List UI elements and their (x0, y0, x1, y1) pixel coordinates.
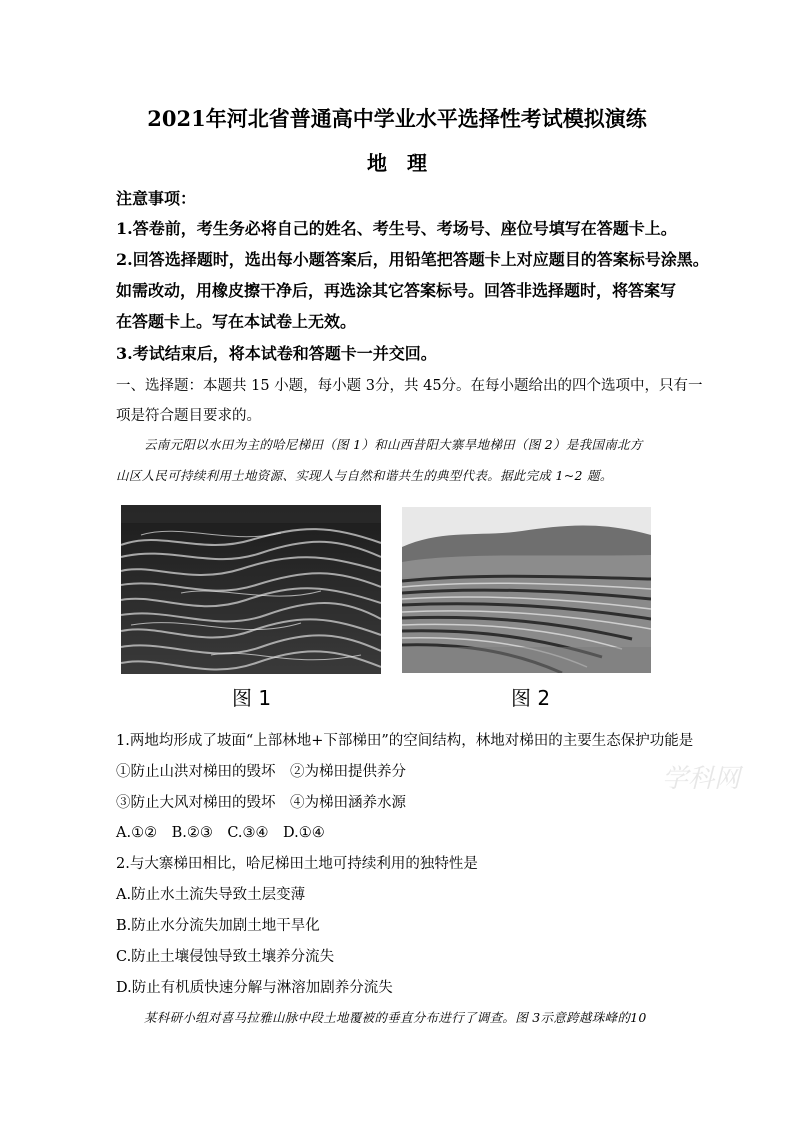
question-2-option-d: D.防止有机质快速分解与淋溶加剧养分流失 (116, 980, 393, 996)
exam-title: 2021年河北省普通高中学业水平选择性考试模拟演练 (147, 106, 647, 131)
question-2-option-c: C.防止土壤侵蚀导致土壤养分流失 (116, 949, 335, 965)
notice-item-1: 1.答卷前，考生务必将自己的姓名、考生号、考场号、座位号填写在答题卡上。 (116, 219, 677, 238)
section-instructions-line-1: 一、选择题：本题共 15 小题，每小题 3分，共 45分。在每小题给出的四个选项中，只有一 (116, 378, 703, 394)
question-2-stem: 2.与大寨梯田相比，哈尼梯田土地可持续利用的独特性是 (116, 856, 478, 872)
passage-2-line-1: 某科研小组对喜马拉雅山脉中段土地覆被的垂直分布进行了调查。图 3示意跨越珠峰的10 (144, 1010, 647, 1025)
section-instructions-line-2: 项是符合题目要求的。 (116, 408, 261, 424)
figure-1-caption: 图 1 (232, 686, 272, 710)
notice-item-2-cont-2: 在答题卡上。写在本试卷上无效。 (116, 312, 357, 331)
figure-1-photo (121, 505, 381, 674)
notice-item-2-cont-1: 如需改动，用橡皮擦干净后，再选涂其它答案标号。回答非选择题时，将答案写 (116, 281, 677, 300)
terrace-paddies-illustration (121, 505, 381, 674)
notice-heading: 注意事项： (116, 189, 197, 208)
notice-item-2: 2.回答选择题时，选出每小题答案后，用铅笔把答题卡上对应题目的答案标号涂黑。 (116, 250, 709, 269)
notice-item-3: 3.考试结束后，将本试卷和答题卡一并交回。 (116, 344, 437, 363)
question-2-option-b: B.防止水分流失加剧土地干旱化 (116, 918, 320, 934)
question-1-statements-b: ③防止大风对梯田的毁坏 ④为梯田涵养水源 (116, 795, 406, 811)
question-1-stem: 1.两地均形成了坡面“上部林地+下部梯田”的空间结构，林地对梯田的主要生态保护功能是 (116, 733, 694, 749)
subject-title: 地 理 (367, 151, 427, 175)
dryland-terraces-illustration (402, 507, 651, 673)
question-1-choices: A.①② B.②③ C.③④ D.①④ (116, 825, 325, 841)
question-2-option-a: A.防止水土流失导致土层变薄 (116, 887, 306, 903)
passage-1-line-2: 山区人民可持续利用土地资源、实现人与自然和谐共生的典型代表。据此完成 1~2 题。 (116, 468, 613, 483)
question-1-statements-a: ①防止山洪对梯田的毁坏 ②为梯田提供养分 (116, 764, 406, 780)
figure-2-photo (402, 507, 651, 673)
figure-2-caption: 图 2 (511, 686, 551, 710)
watermark: 学科网 (662, 764, 741, 794)
passage-1-line-1: 云南元阳以水田为主的哈尼梯田（图 1）和山西昔阳大寨旱地梯田（图 2）是我国南北方 (144, 437, 643, 452)
